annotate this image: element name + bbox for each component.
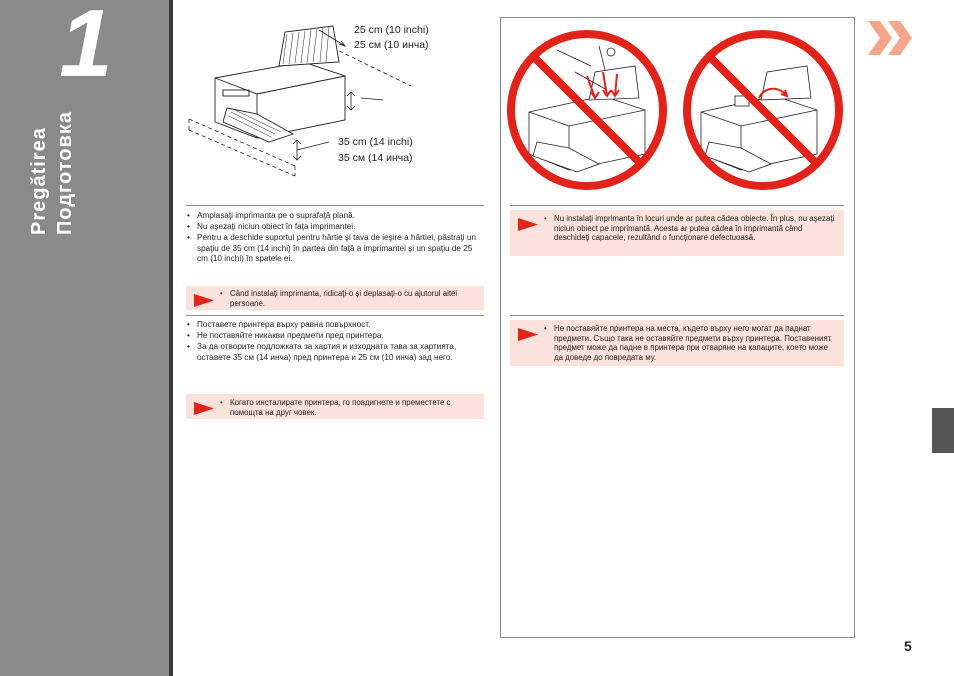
bg-warning-list <box>220 398 478 417</box>
ro-warning-box <box>186 286 484 310</box>
divider-ro <box>186 205 484 206</box>
warning-flag-icon <box>194 294 214 307</box>
warning-flag-icon <box>518 218 538 231</box>
section-tab <box>932 408 954 453</box>
step-title-bg: Подготовка <box>54 111 76 235</box>
clearance-front-ro: 35 cm (14 inchi) <box>338 136 413 148</box>
prohibit-objects-falling <box>687 34 839 186</box>
list-item: • Amplasaţi imprimanta pe o suprafaţă plană. <box>187 211 477 221</box>
list-item: • Pentru a deschide suportul pentru hârtie şi tava de ieşire a hârtiei, păstraţi un spaţiu de 35 cm (14 inchi) în partea din faţă a imprimantei şi un spaţiu de 25 cm (10 inchi) în spatele ei. <box>187 233 477 264</box>
right-bg-warning-list <box>544 324 838 362</box>
divider-right-bg <box>510 315 844 316</box>
list-item: • Când instalaţi imprimanta, ridicaţi-o şi deplasaţi-o cu ajutorul altei persoane. <box>220 289 478 308</box>
list-item: • Не поставяйте принтера на места, където върху него могат да паднат предмети. Също така не оставяйте предмети върху принтера. Поставеният предмет може да падне в принтера при отваряне на капаците, което може да доведе до повредата му. <box>544 324 838 362</box>
right-bg-warning-box <box>510 320 844 366</box>
divider-bg <box>186 315 484 316</box>
step-title-ro: Pregătirea <box>28 127 50 235</box>
double-chevron-right-icon <box>866 19 916 57</box>
clearance-front-bg: 35 см (14 инча) <box>338 152 413 164</box>
bg-warning-box <box>186 394 484 419</box>
warning-flag-icon <box>194 402 214 415</box>
printer-clearance-illustration <box>183 16 483 196</box>
prohibit-objects-on-printer <box>511 34 663 186</box>
bg-instructions <box>187 320 477 364</box>
right-ro-warning-box <box>510 210 844 256</box>
list-item: • Когато инсталирате принтера, го повдигнете и преместете с помощта на друг човек. <box>220 398 478 417</box>
divider-right-ro <box>510 205 844 206</box>
ro-warning-list <box>220 289 478 308</box>
ro-instructions <box>187 211 477 265</box>
prohibited-placement-illustration <box>507 28 847 198</box>
list-item: • Nu aşezaţi niciun obiect în faţa imprimantei. <box>187 222 477 232</box>
side-band-edge <box>169 0 173 676</box>
warning-flag-icon <box>518 328 538 341</box>
list-item: • За да отворите подложката за хартия и изходната тава за хартията, оставете 35 см (14 инча) пред принтера и 25 см (10 инча) зад него. <box>187 342 477 362</box>
step-title <box>26 35 80 235</box>
printer-body <box>215 26 345 142</box>
step-number: 1 <box>59 0 113 97</box>
right-ro-warning-list <box>544 214 838 243</box>
clearance-back-ro: 25 cm (10 inchi) <box>354 24 429 36</box>
clearance-back-bg: 25 см (10 инча) <box>354 39 429 51</box>
list-item: • Поставете принтера върху равна повърхност. <box>187 320 477 330</box>
list-item: • Не поставяйте никакви предмети пред принтера. <box>187 331 477 341</box>
list-item: • Nu instalaţi imprimanta în locuri unde ar putea cădea obiecte. În plus, nu aşezaţi niciun obiect pe imprimantă. Acesta ar putea cădea în imprimantă când deschideţi capacele, rezultând o funcţionare defectuoasă. <box>544 214 838 243</box>
page-number: 5 <box>904 638 912 654</box>
